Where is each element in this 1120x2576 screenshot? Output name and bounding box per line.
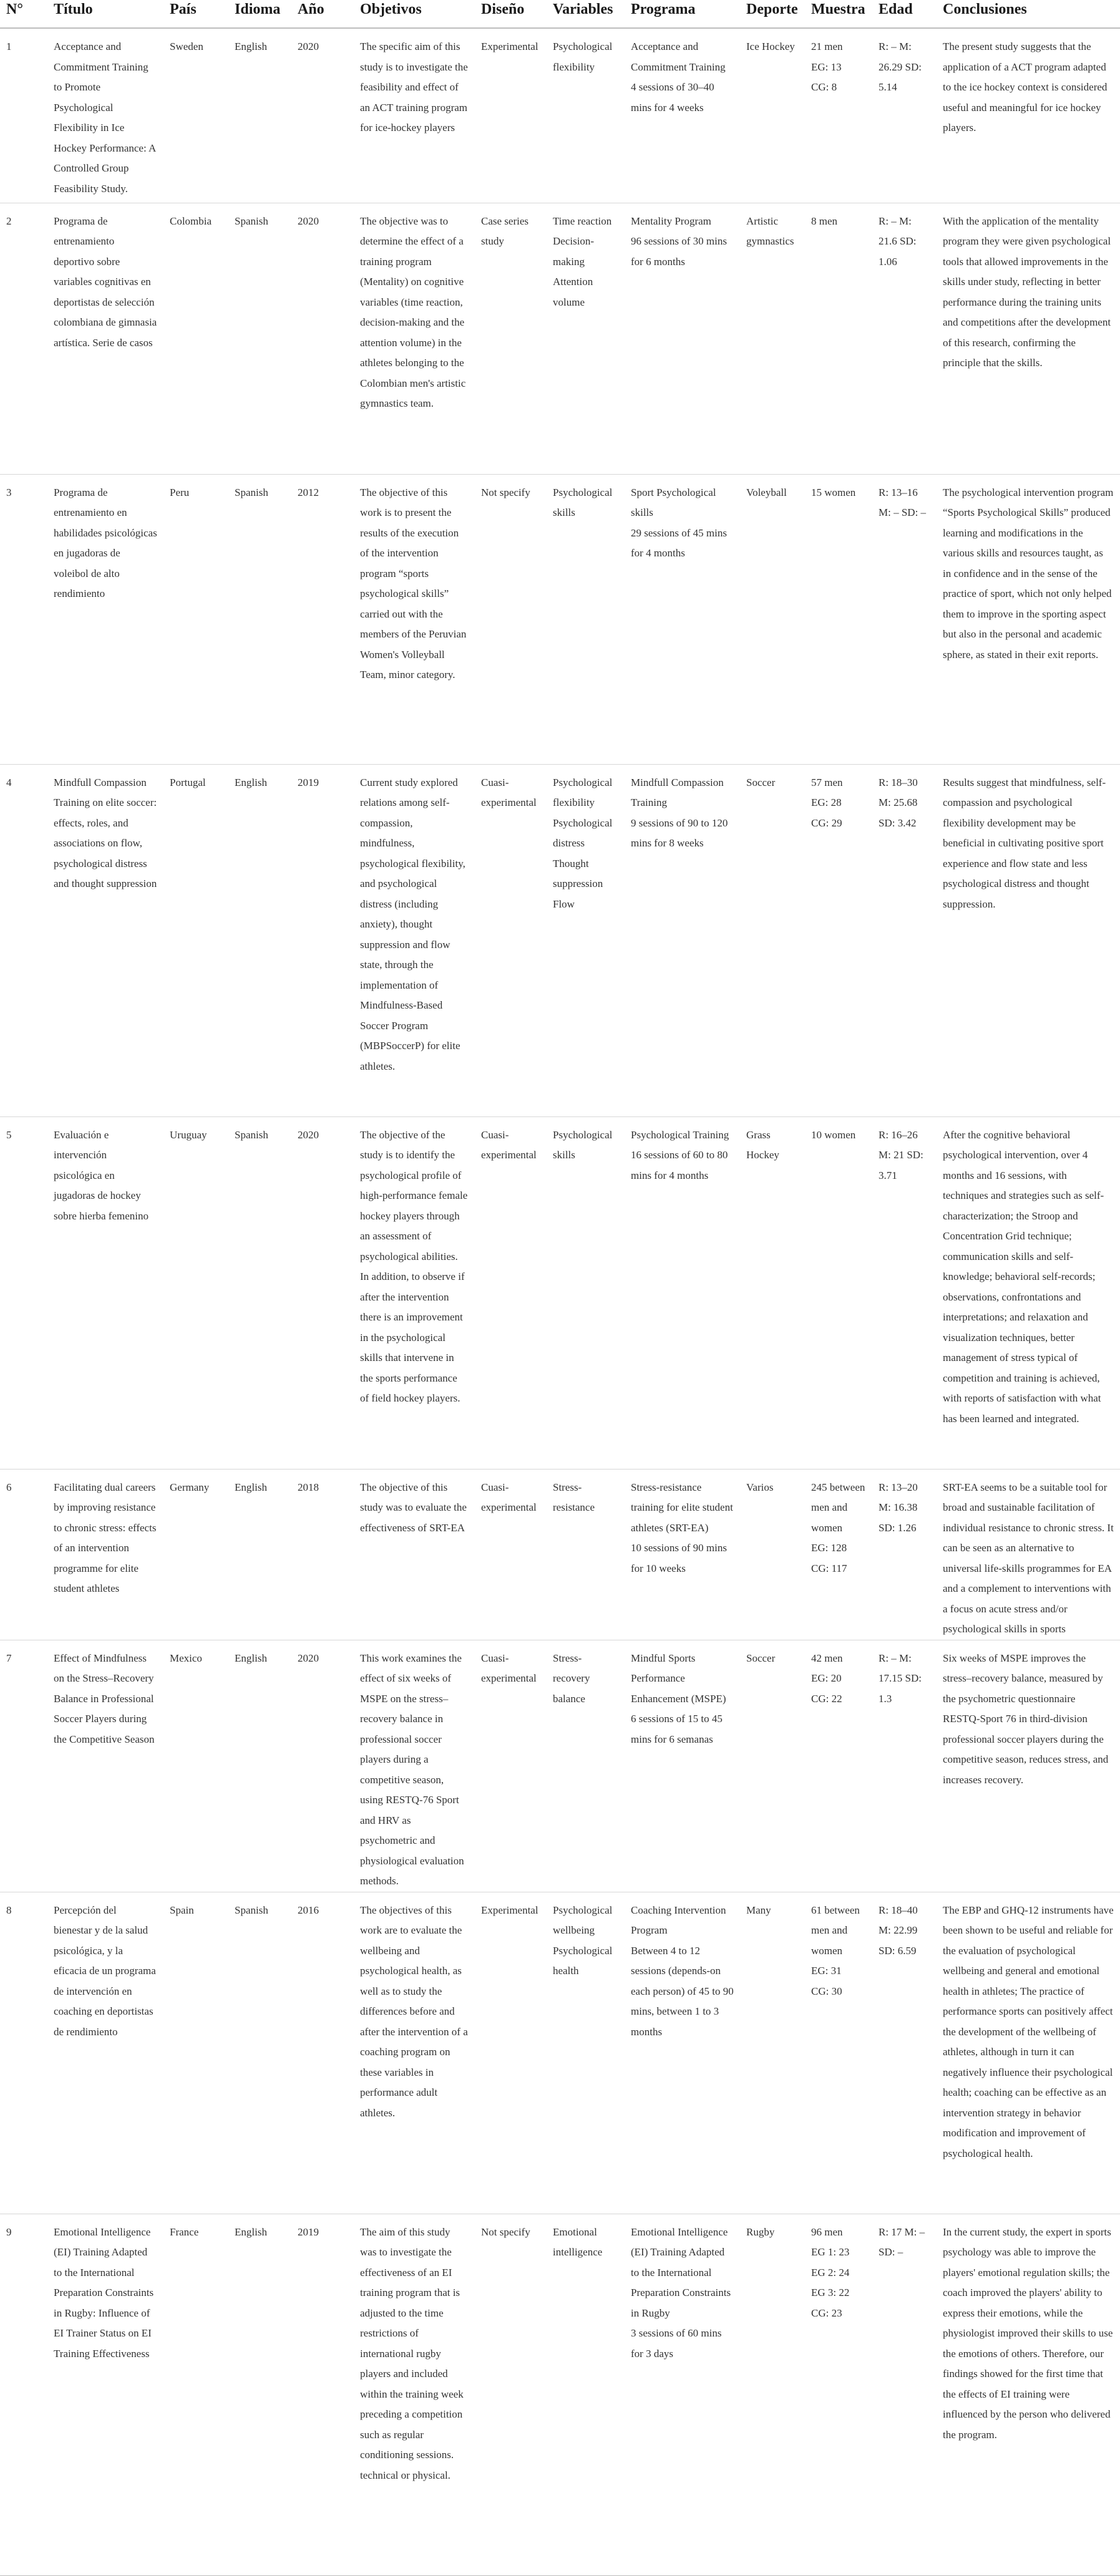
cell-idioma: Spanish bbox=[235, 215, 268, 227]
cell-deporte: Ice Hockey bbox=[746, 41, 795, 52]
cell-objetivos: This work examines the effect of six weeks of MSPE on the stress–recovery balance in professional soccer players during a competitive season, using RESTQ-76 Sport and HRV as psychometric and physiological evaluation methods. bbox=[360, 1652, 464, 1887]
cell-muestra bbox=[805, 1116, 872, 1469]
cell-diseno: Cuasi-experimental bbox=[481, 1481, 537, 1513]
cell-pais: Colombia bbox=[170, 215, 212, 227]
cell-ano: 2020 bbox=[298, 215, 319, 227]
cell-variables-line: Psychological wellbeing bbox=[553, 1904, 613, 1936]
header-variables: Variables bbox=[553, 1, 613, 17]
table-row bbox=[0, 203, 1120, 474]
cell-conclusiones: With the application of the mentality program they were given psychological tools that allowed improvements in the skills under study, reflecting in better performance during the training units and competitions after the development of this research, confirming the principle that the skills. bbox=[943, 215, 1111, 369]
cell-variables-line: Emotional intelligence bbox=[553, 2225, 603, 2258]
cell-conclusiones: The EBP and GHQ-12 instruments have been shown to be useful and reliable for the evaluation of psychological wellbeing and general and emotional health in athletes; The practice of performance sports can positively affect the development of the wellbeing of athletes, although in turn it can negatively influence their psychological health; coaching can be effective as an intervention strategy in behavior modification and improvement of psychological health. bbox=[943, 1904, 1114, 2159]
cell-programa bbox=[625, 1469, 740, 1640]
cell-muestra-line: 8 men bbox=[811, 215, 838, 227]
header-muestra: Muestra bbox=[811, 1, 865, 17]
cell-n: 3 bbox=[6, 486, 12, 498]
cell-variables bbox=[547, 1892, 625, 2214]
cell-variables bbox=[547, 28, 625, 203]
cell-muestra-line: 96 men bbox=[811, 2225, 843, 2238]
cell-edad: R: 13–20 M: 16.38 SD: 1.26 bbox=[879, 1481, 918, 1534]
cell-programa-line: Emotional Intelligence (EI) Training Adapted to the International Preparation Constraints in Rugby bbox=[631, 2225, 731, 2319]
header-deporte: Deporte bbox=[746, 1, 798, 17]
cell-deporte: Voleyball bbox=[746, 486, 787, 498]
cell-diseno: Cuasi-experimental bbox=[481, 1652, 537, 1684]
cell-ano: 2016 bbox=[298, 1904, 319, 1916]
header-n: N° bbox=[6, 1, 23, 17]
cell-conclusiones: After the cognitive behavioral psychological intervention, over 4 months and 16 sessions, with techniques and strategies such as self-characterization; the Stroop and Concentration Grid technique; communication skills and self-knowledge; behavioral self-records; observations, confrontations and interpretations; and relaxation and visualization techniques, better management of stress typical of competition and training is achieved, with reports of satisfaction with what has been learned and integrated. bbox=[943, 1128, 1104, 1425]
cell-variables bbox=[547, 2214, 625, 2575]
cell-muestra bbox=[805, 28, 872, 203]
cell-muestra bbox=[805, 1640, 872, 1892]
header-edad: Edad bbox=[879, 1, 913, 17]
table-row bbox=[0, 1469, 1120, 1640]
cell-diseno: Case series study bbox=[481, 215, 529, 247]
cell-edad: R: – M: 17.15 SD: 1.3 bbox=[879, 1652, 922, 1705]
cell-deporte: Varios bbox=[746, 1481, 774, 1493]
table-row bbox=[0, 1892, 1120, 2214]
cell-programa-line: Between 4 to 12 sessions (depends-on each person) of 45 to 90 mins, between 1 to 3 months bbox=[631, 1944, 734, 2038]
cell-pais: Sweden bbox=[170, 41, 203, 52]
cell-variables-line: Time reaction bbox=[553, 215, 612, 227]
header-objetivos: Objetivos bbox=[360, 1, 422, 17]
cell-pais: France bbox=[170, 2225, 199, 2238]
cell-edad: R: 18–30 M: 25.68 SD: 3.42 bbox=[879, 776, 918, 829]
cell-titulo: Programa de entrenamiento en habilidades psicológicas en jugadoras de voleibol de alto rendimiento bbox=[54, 486, 157, 599]
cell-edad: R: 13–16 M: – SD: – bbox=[879, 486, 927, 518]
table-row bbox=[0, 28, 1120, 203]
cell-idioma: Spanish bbox=[235, 1904, 268, 1916]
cell-variables bbox=[547, 1640, 625, 1892]
cell-muestra-line: CG: 22 bbox=[811, 1692, 842, 1705]
cell-variables-line: Stress-resistance bbox=[553, 1481, 595, 1513]
cell-programa-line: 96 sessions of 30 mins for 6 months bbox=[631, 235, 727, 268]
cell-programa bbox=[625, 474, 740, 764]
cell-programa-line: Mentality Program bbox=[631, 215, 711, 227]
cell-objetivos: The aim of this study was to investigate the effectiveness of an EI training program that is adjusted to the time restrictions of international rugby players and included within the training week preceding a competition such as regular conditioning sessions. technical or physical. bbox=[360, 2225, 464, 2481]
cell-variables bbox=[547, 474, 625, 764]
cell-programa bbox=[625, 764, 740, 1116]
table-row bbox=[0, 1640, 1120, 1892]
cell-variables-line: Attention volume bbox=[553, 276, 593, 308]
cell-variables-line: Stress-recovery balance bbox=[553, 1652, 590, 1705]
cell-variables-line: Psychological skills bbox=[553, 1128, 613, 1161]
cell-conclusiones: In the current study, the expert in sports psychology was able to improve the players' emotional regulation skills; the coach improved the players' ability to express their emotions, while the physiologist improved their skills to use the emotions of others. Therefore, our findings showed for the first time that the effects of EI training were influenced by the person who delivered the program. bbox=[943, 2225, 1113, 2441]
cell-idioma: English bbox=[235, 2225, 267, 2238]
cell-programa bbox=[625, 1640, 740, 1892]
cell-diseno: Cuasi-experimental bbox=[481, 776, 537, 808]
cell-ano: 2020 bbox=[298, 1652, 319, 1664]
cell-idioma: Spanish bbox=[235, 486, 268, 498]
cell-muestra bbox=[805, 1892, 872, 2214]
cell-idioma: English bbox=[235, 776, 267, 788]
table-row bbox=[0, 474, 1120, 764]
cell-muestra-line: CG: 23 bbox=[811, 2307, 842, 2319]
cell-n: 8 bbox=[6, 1904, 12, 1916]
cell-conclusiones: SRT-EA seems to be a suitable tool for broad and sustainable facilitation of individual resistance to chronic stress. It can be seen as an alternative to universal life-skills programmes for EA and a complement to interventions with a focus on acute stress and/or psychological skills in sports bbox=[943, 1481, 1114, 1635]
cell-muestra-line: 57 men bbox=[811, 776, 843, 788]
cell-pais: Spain bbox=[170, 1904, 194, 1916]
cell-objetivos: The objective was to determine the effect of a training program (Mentality) on cognitive variables (time reaction, decision-making and the attention volume) in the athletes belonging to the Colombian men's artistic gymnastics team. bbox=[360, 215, 466, 409]
cell-diseno: Experimental bbox=[481, 1904, 538, 1916]
cell-programa-line: 6 sessions of 15 to 45 mins for 6 semanas bbox=[631, 1713, 723, 1745]
cell-muestra-line: EG 3: 22 bbox=[811, 2287, 850, 2298]
cell-edad: R: 18–40 M: 22.99 SD: 6.59 bbox=[879, 1904, 918, 1957]
cell-muestra-line: 10 women bbox=[811, 1128, 856, 1141]
cell-diseno: Experimental bbox=[481, 41, 538, 52]
header-pais: País bbox=[170, 1, 197, 17]
cell-muestra bbox=[805, 203, 872, 474]
cell-muestra-line: CG: 117 bbox=[811, 1562, 847, 1574]
cell-edad: R: – M: 26.29 SD: 5.14 bbox=[879, 41, 922, 93]
cell-programa-line: 3 sessions of 60 mins for 3 days bbox=[631, 2327, 722, 2360]
cell-variables-line: Psychological flexibility bbox=[553, 776, 613, 808]
cell-variables-line: Decision-making bbox=[553, 235, 595, 268]
cell-titulo: Facilitating dual careers by improving resistance to chronic stress: effects of an intervention programme for elite student athletes bbox=[54, 1481, 157, 1594]
cell-pais: Portugal bbox=[170, 776, 206, 788]
header-conclusiones: Conclusiones bbox=[943, 1, 1027, 17]
cell-muestra-line: 245 between men and women bbox=[811, 1481, 865, 1534]
cell-objetivos: The specific aim of this study is to investigate the feasibility and effect of an ACT training program for ice-hockey players bbox=[360, 41, 468, 133]
cell-titulo: Programa de entrenamiento deportivo sobre variables cognitivas en deportistas de selección colombiana de gimnasia artística. Serie de casos bbox=[54, 215, 157, 349]
cell-muestra-line: EG 2: 24 bbox=[811, 2266, 850, 2278]
cell-n: 2 bbox=[6, 215, 12, 227]
cell-titulo: Effect of Mindfulness on the Stress–Recovery Balance in Professional Soccer Players during the Competitive Season bbox=[54, 1652, 155, 1745]
cell-objetivos: The objectives of this work are to evaluate the wellbeing and psychological health, as well as to study the differences before and after the intervention of a coaching program on these variables in performance adult athletes. bbox=[360, 1904, 468, 2119]
cell-conclusiones: Six weeks of MSPE improves the stress–recovery balance, measured by the psychometric questionnaire RESTQ-Sport 76 in third-division professional soccer players during the competitive season, reduces stress, and increases recovery. bbox=[943, 1652, 1109, 1786]
cell-diseno: Cuasi-experimental bbox=[481, 1128, 537, 1161]
cell-titulo: Emotional Intelligence (EI) Training Adapted to the International Preparation Constraints in Rugby: Influence of EI Trainer Status on EI Training Effectiveness bbox=[54, 2225, 154, 2360]
cell-deporte: Many bbox=[746, 1904, 771, 1916]
cell-n: 1 bbox=[6, 41, 12, 52]
cell-pais: Uruguay bbox=[170, 1128, 207, 1141]
cell-n: 7 bbox=[6, 1652, 12, 1664]
cell-programa bbox=[625, 2214, 740, 2575]
cell-variables-line: Psychological flexibility bbox=[553, 41, 613, 73]
cell-objetivos: The objective of this work is to present the results of the execution of the intervention program “sports psychological skills” carried out with the members of the Peruvian Women's Volleyball Team, minor category. bbox=[360, 486, 467, 680]
cell-programa-line: Mindful Sports Performance Enhancement (MSPE) bbox=[631, 1652, 726, 1705]
cell-ano: 2020 bbox=[298, 41, 319, 52]
cell-programa bbox=[625, 1892, 740, 2214]
cell-titulo: Mindfull Compassion Training on elite soccer: effects, roles, and associations on flow, psychological distress and thought suppression bbox=[54, 776, 157, 889]
cell-diseno: Not specify bbox=[481, 2225, 530, 2238]
cell-programa bbox=[625, 203, 740, 474]
cell-programa bbox=[625, 1116, 740, 1469]
cell-titulo: Evaluación e intervención psicológica en jugadoras de hockey sobre hierba femenino bbox=[54, 1128, 149, 1222]
cell-ano: 2012 bbox=[298, 486, 319, 498]
cell-pais: Peru bbox=[170, 486, 190, 498]
cell-deporte: Rugby bbox=[746, 2225, 775, 2238]
cell-n: 9 bbox=[6, 2225, 12, 2238]
cell-muestra bbox=[805, 764, 872, 1116]
cell-objetivos: The objective of the study is to identify the psychological profile of high-performance female hockey players through an assessment of psychological abilities. In addition, to observe if after the intervention there is an improvement in the psychological skills that intervene in the sports performance of field hockey players. bbox=[360, 1128, 468, 1404]
cell-n: 4 bbox=[6, 776, 12, 788]
cell-conclusiones: The present study suggests that the application of a ACT program adapted to the ice hockey context is considered useful and meaningful for ice hockey players. bbox=[943, 41, 1108, 133]
cell-variables-line: Psychological health bbox=[553, 1944, 613, 1977]
cell-variables-line: Thought suppression bbox=[553, 857, 603, 889]
cell-deporte: Soccer bbox=[746, 1652, 776, 1664]
cell-edad: R: 16–26 M: 21 SD: 3.71 bbox=[879, 1128, 923, 1181]
header-row bbox=[0, 0, 1120, 28]
cell-muestra bbox=[805, 1469, 872, 1640]
cell-muestra bbox=[805, 2214, 872, 2575]
cell-muestra-line: 21 men bbox=[811, 41, 843, 52]
cell-programa-line: 16 sessions of 60 to 80 mins for 4 months bbox=[631, 1149, 728, 1181]
cell-conclusiones: Results suggest that mindfulness, self-compassion and psychological flexibility development may be beneficial in cultivating positive sport experience and flow state and less psychological distress and thought suppression. bbox=[943, 776, 1106, 910]
cell-programa-line: 29 sessions of 45 mins for 4 months bbox=[631, 526, 727, 559]
cell-muestra-line: EG 1: 23 bbox=[811, 2246, 850, 2258]
cell-programa-line: 4 sessions of 30–40 mins for 4 weeks bbox=[631, 81, 714, 114]
table-row bbox=[0, 764, 1120, 1116]
header-programa: Programa bbox=[631, 1, 696, 17]
cell-muestra-line: 15 women bbox=[811, 486, 856, 498]
cell-variables bbox=[547, 1469, 625, 1640]
cell-variables-line: Flow bbox=[553, 898, 575, 910]
table-row bbox=[0, 1116, 1120, 1469]
cell-deporte: Soccer bbox=[746, 776, 776, 788]
cell-muestra-line: EG: 13 bbox=[811, 61, 842, 73]
cell-variables-line: Psychological distress bbox=[553, 816, 613, 849]
cell-variables bbox=[547, 203, 625, 474]
cell-programa-line: Stress-resistance training for elite student athletes (SRT-EA) bbox=[631, 1481, 733, 1534]
cell-programa bbox=[625, 28, 740, 203]
cell-muestra-line: EG: 28 bbox=[811, 797, 842, 808]
cell-objetivos: Current study explored relations among self-compassion, mindfulness, psychological flexibility, and psychological distress (including anxiety), thought suppression and flow state, through the implementation of Mindfulness-Based Soccer Program (MBPSoccerP) for elite athletes. bbox=[360, 776, 465, 1072]
cell-muestra-line: EG: 31 bbox=[811, 1965, 842, 1977]
table-row bbox=[0, 2214, 1120, 2575]
cell-edad: R: – M: 21.6 SD: 1.06 bbox=[879, 215, 917, 268]
cell-ano: 2018 bbox=[298, 1481, 319, 1493]
cell-muestra-line: CG: 30 bbox=[811, 1985, 842, 1997]
cell-conclusiones: The psychological intervention program “Sports Psychological Skills” produced learning and modifications in the various skills and resources taught, as in confidence and in the sense of the practice of sport, which not only helped them to improve in the sporting aspect but also in the personal and academic sphere, as stated in their exit reports. bbox=[943, 486, 1114, 661]
header-ano: Año bbox=[298, 1, 324, 17]
cell-deporte: Artistic gymnastics bbox=[746, 215, 794, 247]
cell-diseno: Not specify bbox=[481, 486, 530, 498]
cell-ano: 2019 bbox=[298, 776, 319, 788]
cell-programa-line: Acceptance and Commitment Training bbox=[631, 41, 726, 73]
cell-n: 6 bbox=[6, 1481, 12, 1493]
cell-programa-line: Coaching Intervention Program bbox=[631, 1904, 726, 1936]
cell-muestra-line: EG: 20 bbox=[811, 1672, 842, 1684]
cell-idioma: English bbox=[235, 1652, 267, 1664]
cell-programa-line: 10 sessions of 90 mins for 10 weeks bbox=[631, 1542, 727, 1574]
cell-idioma: English bbox=[235, 41, 267, 52]
cell-pais: Germany bbox=[170, 1481, 210, 1493]
cell-muestra-line: CG: 8 bbox=[811, 81, 837, 93]
cell-variables-line: Psychological skills bbox=[553, 486, 613, 518]
cell-muestra bbox=[805, 474, 872, 764]
cell-variables bbox=[547, 764, 625, 1116]
header-titulo: Título bbox=[54, 1, 93, 17]
cell-titulo: Acceptance and Commitment Training to Promote Psychological Flexibility in Ice Hockey Performance: A Controlled Group Feasibility Study. bbox=[54, 41, 156, 195]
header-idioma: Idioma bbox=[235, 1, 281, 17]
cell-programa-line: Sport Psychological skills bbox=[631, 486, 716, 518]
cell-idioma: Spanish bbox=[235, 1128, 268, 1141]
cell-muestra-line: 42 men bbox=[811, 1652, 843, 1664]
cell-programa-line: Psychological Training bbox=[631, 1128, 729, 1141]
cell-programa-line: 9 sessions of 90 to 120 mins for 8 weeks bbox=[631, 816, 728, 849]
header-diseno: Diseño bbox=[481, 1, 525, 17]
cell-deporte: Grass Hockey bbox=[746, 1128, 779, 1161]
cell-variables bbox=[547, 1116, 625, 1469]
cell-muestra-line: CG: 29 bbox=[811, 816, 842, 829]
cell-programa-line: Mindfull Compassion Training bbox=[631, 776, 724, 808]
cell-muestra-line: 61 between men and women bbox=[811, 1904, 860, 1957]
cell-pais: Mexico bbox=[170, 1652, 202, 1664]
cell-muestra-line: EG: 128 bbox=[811, 1542, 847, 1554]
cell-titulo: Percepción del bienestar y de la salud psicológica, y la eficacia de un programa de intervención en coaching en deportistas de rendimiento bbox=[54, 1904, 156, 2038]
cell-idioma: English bbox=[235, 1481, 267, 1493]
cell-edad: R: 17 M: – SD: – bbox=[879, 2225, 925, 2258]
cell-n: 5 bbox=[6, 1128, 12, 1141]
cell-ano: 2020 bbox=[298, 1128, 319, 1141]
cell-objetivos: The objective of this study was to evaluate the effectiveness of SRT-EA bbox=[360, 1481, 467, 1534]
cell-ano: 2019 bbox=[298, 2225, 319, 2238]
